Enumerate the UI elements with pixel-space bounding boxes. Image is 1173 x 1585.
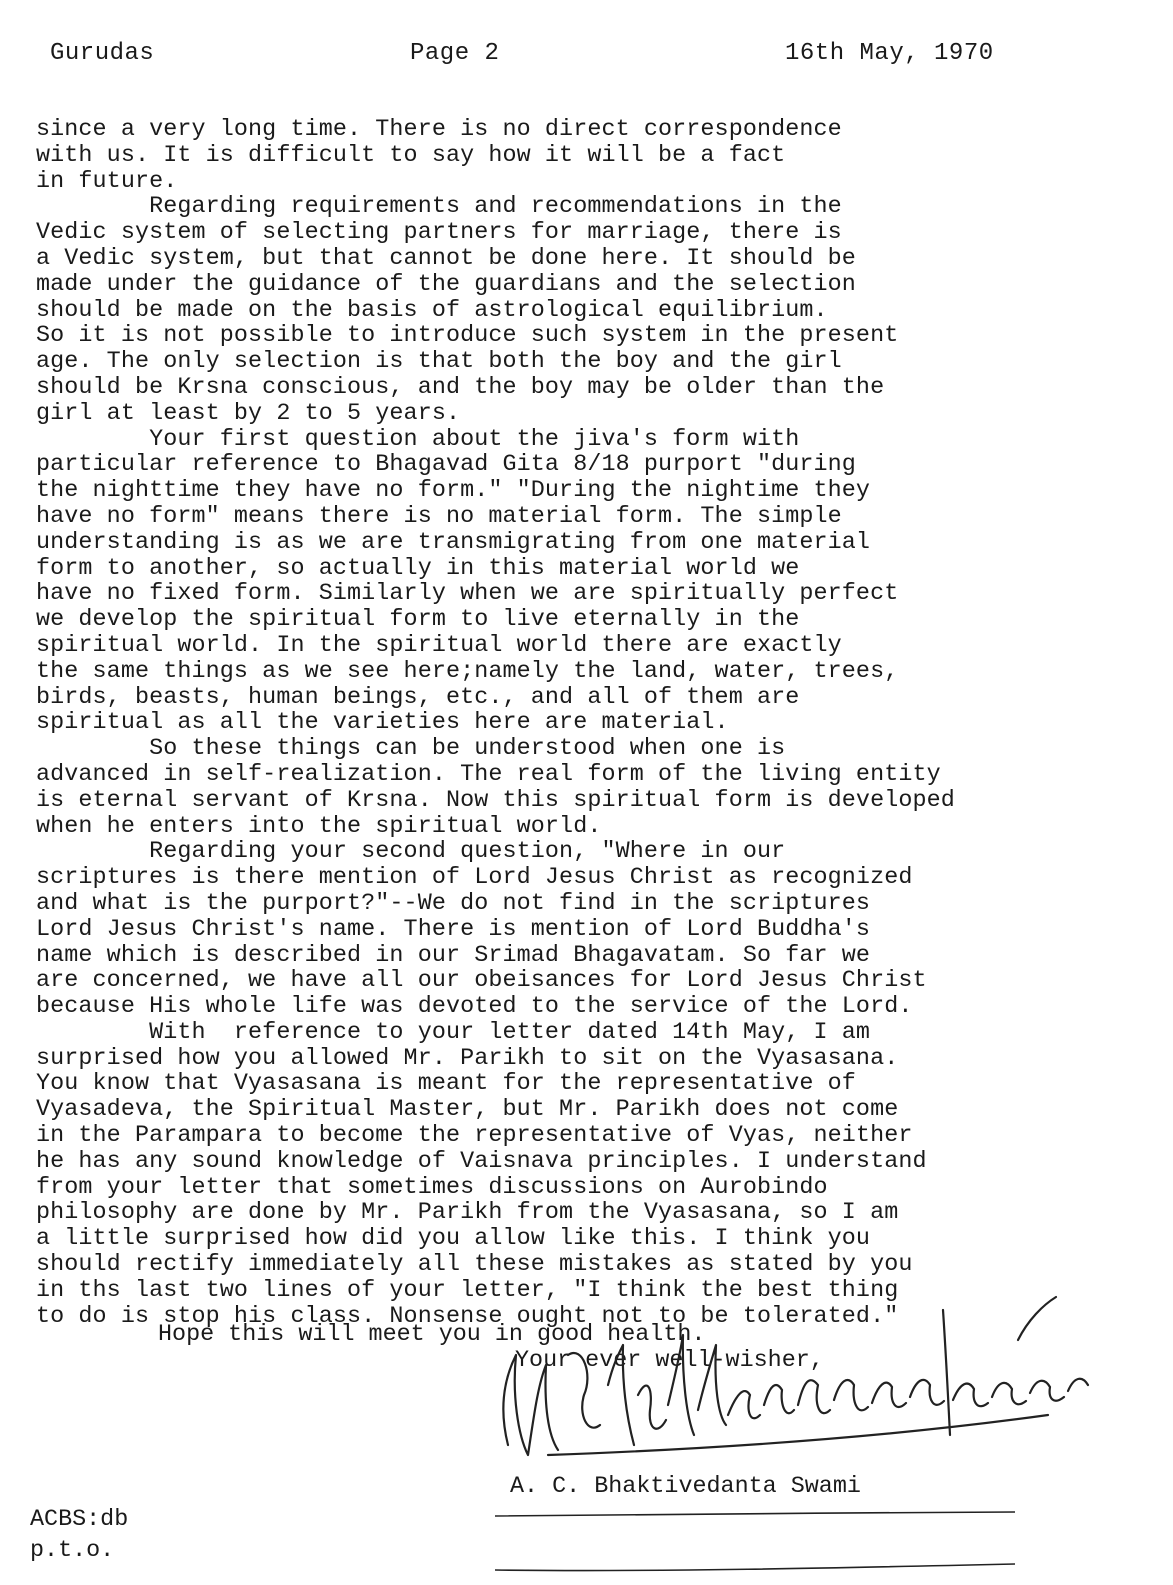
body-line: form to another, so actually in this material world we: [36, 555, 800, 582]
body-line: particular reference to Bhagavad Gita 8/18 purport "during: [36, 452, 856, 479]
header-recipient: Gurudas: [50, 40, 155, 67]
body-line: the nighttime they have no form." "During the nightime they: [36, 478, 871, 505]
body-line: Regarding requirements and recommendations in the: [36, 194, 842, 221]
body-line: scriptures is there mention of Lord Jesus Christ as recognized: [36, 865, 913, 892]
body-line: and what is the purport?"--We do not find in the scriptures: [36, 890, 871, 917]
letter-body: [36, 118, 1146, 1330]
body-line: with us. It is difficult to say how it will be a fact: [36, 142, 786, 169]
body-line: age. The only selection is that both the boy and the girl: [36, 349, 842, 376]
body-line: he has any sound knowledge of Vaisnava principles. I understand: [36, 1148, 927, 1175]
body-line: since a very long time. There is no direct correspondence: [36, 117, 842, 143]
body-line: should be Krsna conscious, and the boy may be older than the: [36, 374, 885, 401]
body-line: a Vedic system, but that cannot be done here. It should be: [36, 245, 856, 272]
body-line: advanced in self-realization. The real form of the living entity: [36, 761, 941, 788]
body-line: understanding is as we are transmigrating from one material: [36, 529, 871, 556]
body-line: in ths last two lines of your letter, "I think the best thing: [36, 1277, 899, 1304]
body-line: are concerned, we have all our obeisances for Lord Jesus Christ: [36, 968, 927, 995]
body-line: is eternal servant of Krsna. Now this spiritual form is developed: [36, 787, 955, 814]
body-line: we develop the spiritual form to live eternally in the: [36, 607, 800, 634]
handwritten-signature: [488, 1285, 1108, 1475]
body-line: made under the guidance of the guardians and the selection: [36, 271, 856, 298]
body-line: So it is not possible to introduce such system in the present: [36, 323, 899, 350]
body-line: Regarding your second question, "Where in our: [36, 839, 786, 866]
body-line: philosophy are done by Mr. Parikh from the Vyasasana, so I am: [36, 1200, 899, 1227]
valediction: Your ever well-wisher,: [515, 1348, 824, 1374]
body-line: Lord Jesus Christ's name. There is mention of Lord Buddha's: [36, 916, 871, 943]
body-line: should rectify immediately all these mistakes as stated by you: [36, 1252, 913, 1279]
signature-rule: [495, 1510, 1015, 1520]
body-line: With reference to your letter dated 14th May, I am: [36, 1019, 871, 1046]
body-line: should be made on the basis of astrological equilibrium.: [36, 297, 828, 324]
body-line: So these things can be understood when one is: [36, 736, 786, 763]
body-line: birds, beasts, human beings, etc., and all of them are: [36, 684, 800, 711]
body-line: from your letter that sometimes discussions on Aurobindo: [36, 1174, 828, 1201]
body-line: You know that Vyasasana is meant for the representative of: [36, 1071, 856, 1098]
body-line: in future.: [36, 168, 178, 195]
reference-initials: ACBS:db: [30, 1507, 129, 1533]
header-date: 16th May, 1970: [785, 40, 994, 67]
body-line: name which is described in our Srimad Bhagavatam. So far we: [36, 942, 871, 969]
body-line: Your first question about the jiva's form with: [36, 426, 800, 453]
signer-name: A. C. Bhaktivedanta Swami: [510, 1474, 861, 1500]
body-line: have no fixed form. Similarly when we are spiritually perfect: [36, 581, 899, 608]
body-line: a little surprised how did you allow like this. I think you: [36, 1226, 871, 1253]
body-line: the same things as we see here;namely the land, water, trees,: [36, 658, 899, 685]
body-line: to do is stop his class. Nonsense ought not to be tolerated.": [36, 1303, 899, 1330]
body-line: surprised how you allowed Mr. Parikh to sit on the Vyasasana.: [36, 1045, 899, 1072]
body-line: spiritual world. In the spiritual world there are exactly: [36, 632, 842, 659]
body-line: in the Parampara to become the representative of Vyas, neither: [36, 1123, 913, 1150]
bottom-rule: [495, 1560, 1015, 1574]
body-line: have no form" means there is no material form. The simple: [36, 503, 842, 530]
closing-line: Hope this will meet you in good health.: [158, 1322, 706, 1348]
header-page-number: Page 2: [410, 40, 500, 67]
body-line: spiritual as all the varieties here are material.: [36, 710, 729, 737]
body-line: girl at least by 2 to 5 years.: [36, 400, 461, 427]
please-turn-over: p.t.o.: [30, 1538, 115, 1564]
body-line: Vyasadeva, the Spiritual Master, but Mr. Parikh does not come: [36, 1097, 899, 1124]
body-line: when he enters into the spiritual world.: [36, 813, 602, 840]
body-line: Vedic system of selecting partners for marriage, there is: [36, 220, 842, 247]
body-line: because His whole life was devoted to the service of the Lord.: [36, 994, 913, 1021]
